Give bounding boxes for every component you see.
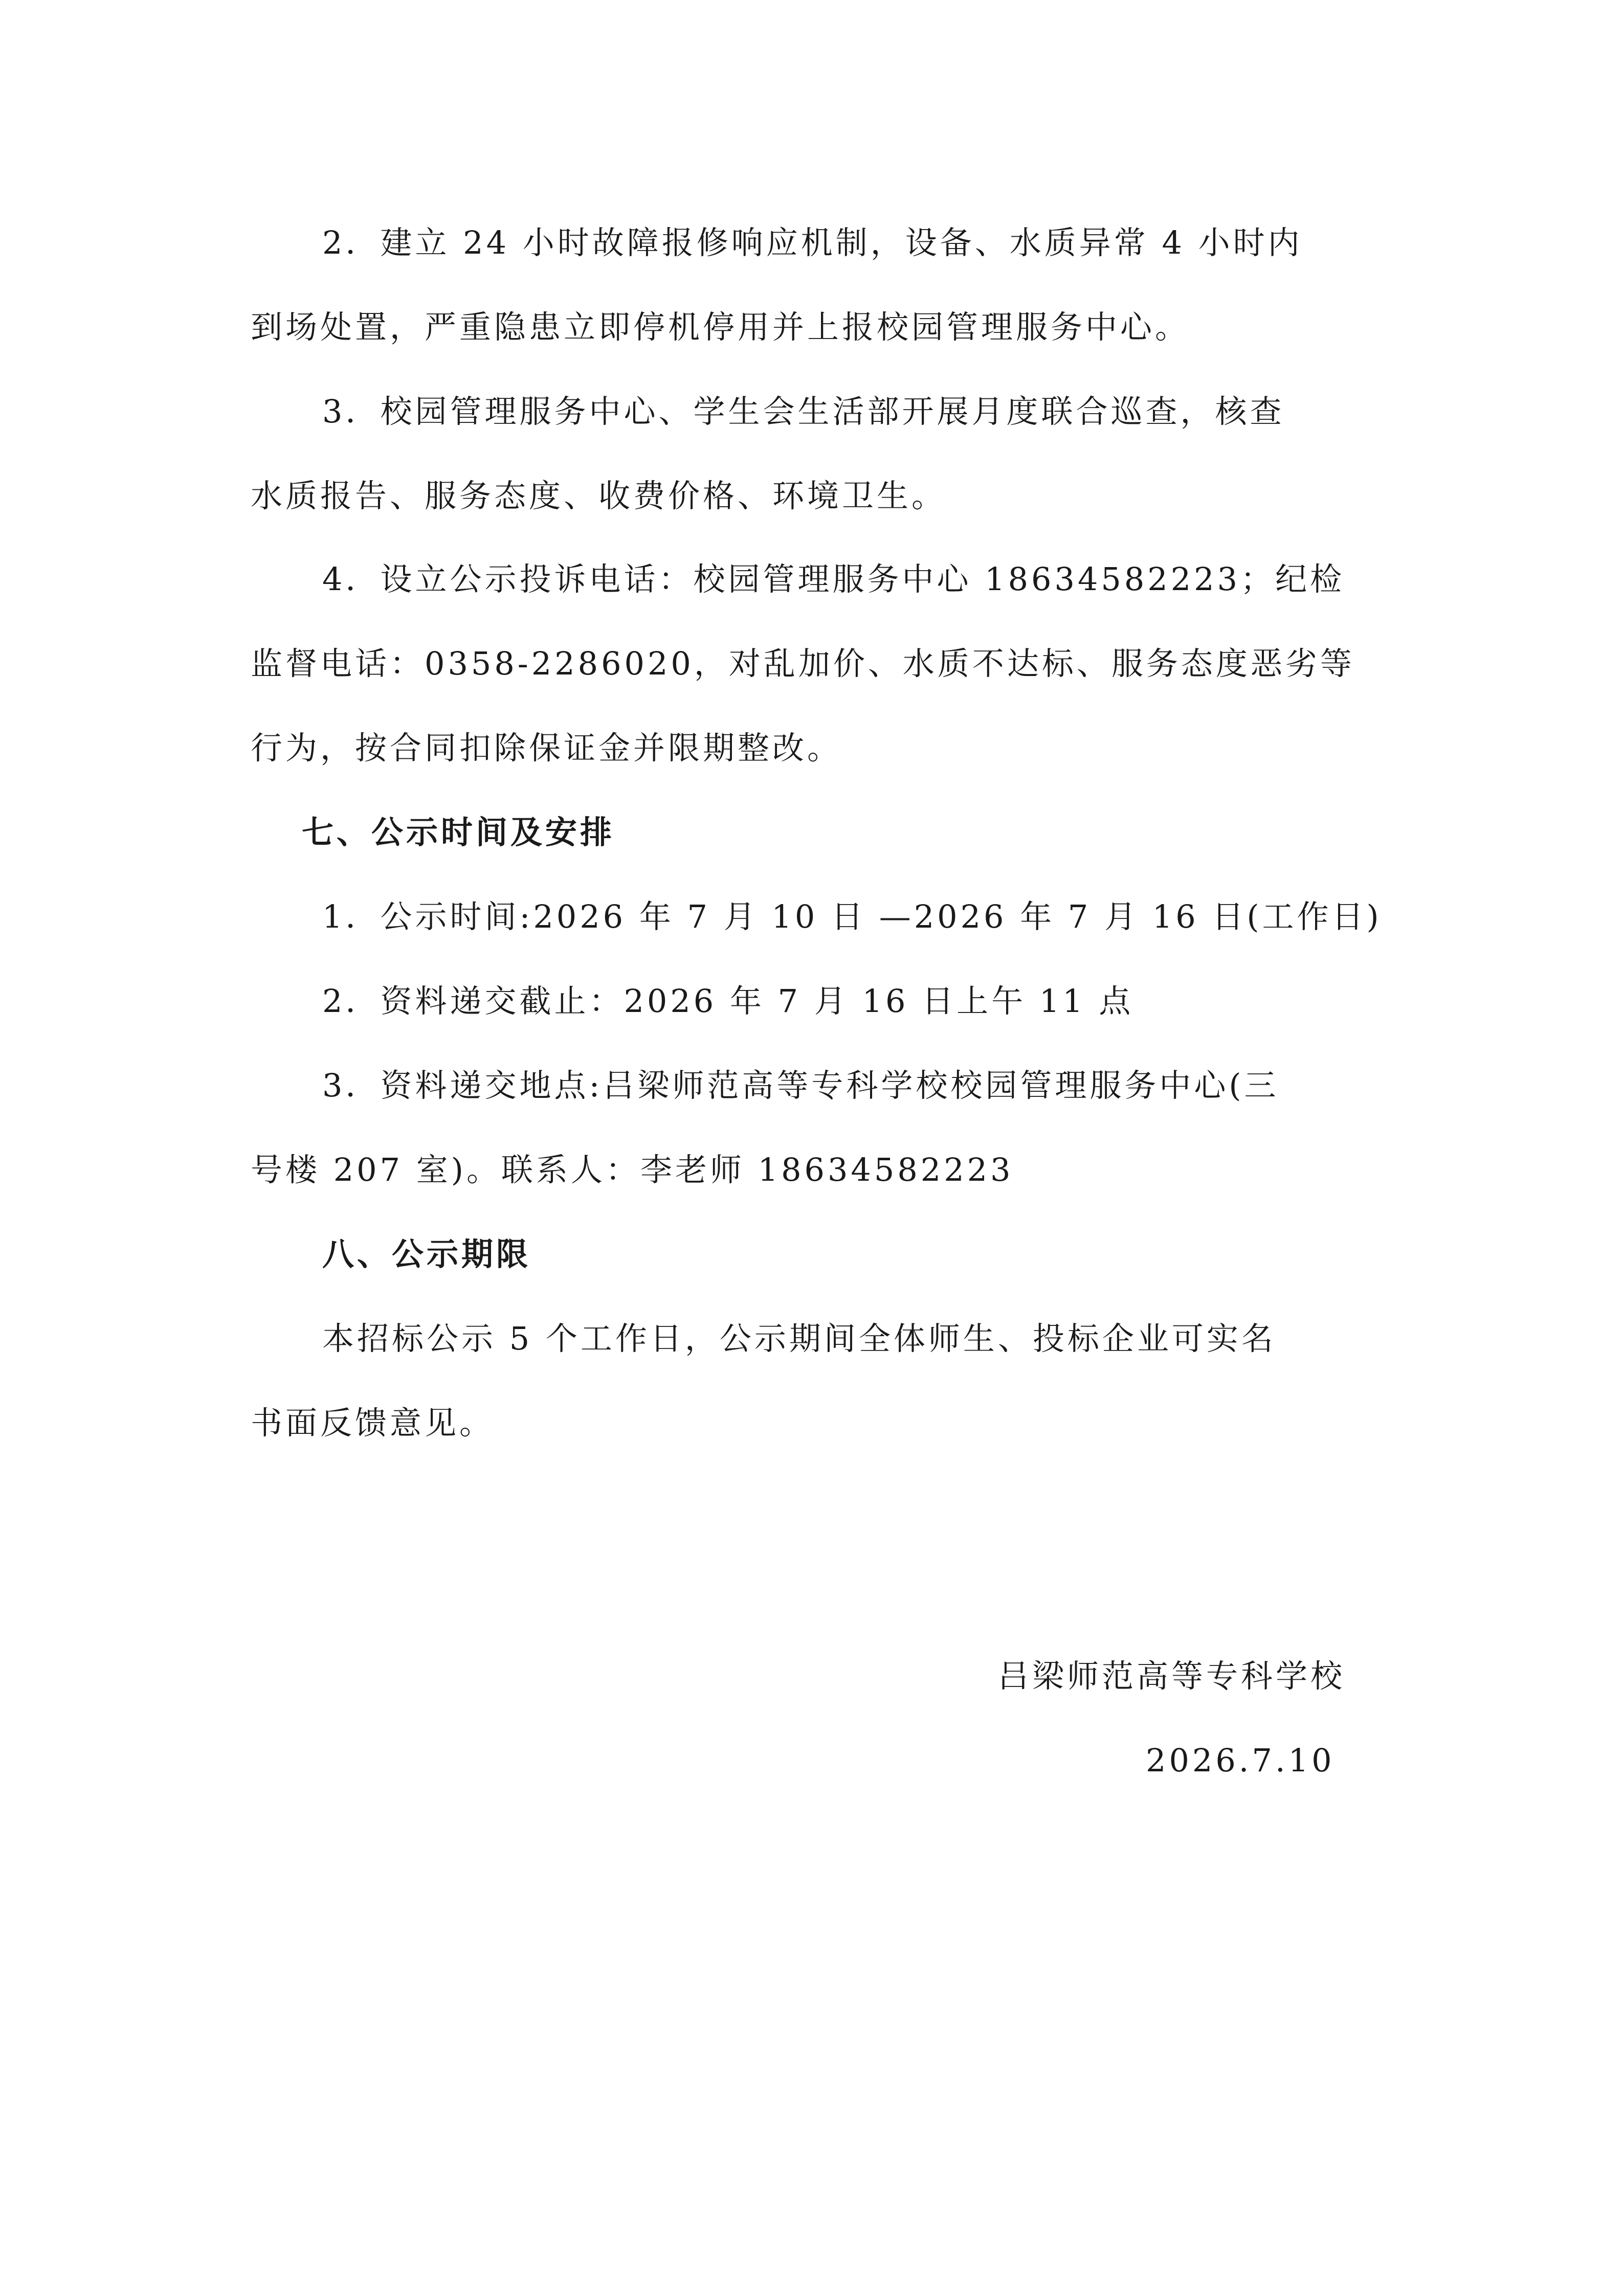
paragraph-line: 3．校园管理服务中心、学生会生活部开展月度联合巡查，核查 xyxy=(322,393,1285,430)
paragraph-line: 水质报告、服务态度、收费价格、环境卫生。 xyxy=(251,477,947,514)
paragraph-line: 2．资料递交截止：2026 年 7 月 16 日上午 11 点 xyxy=(322,982,1134,1020)
signature-date: 2026.7.10 xyxy=(1146,1742,1335,1779)
paragraph-line: 监督电话：0358-2286020，对乱加价、水质不达标、服务态度恶劣等 xyxy=(251,645,1355,682)
paragraph-line: 3．资料递交地点:吕梁师范高等专科学校校园管理服务中心(三 xyxy=(322,1067,1279,1104)
paragraph-line: 到场处置，严重隐患立即停机停用并上报校园管理服务中心。 xyxy=(251,308,1190,346)
paragraph-line: 行为，按合同扣除保证金并限期整改。 xyxy=(251,729,842,767)
paragraph-line: 1．公示时间:2026 年 7 月 10 日 —2026 年 7 月 16 日(工作日) xyxy=(322,898,1382,935)
paragraph-line: 4．设立公示投诉电话：校园管理服务中心 18634582223；纪检 xyxy=(322,560,1345,598)
paragraph-line: 书面反馈意见。 xyxy=(251,1404,495,1442)
section-heading: 七、公示时间及安排 xyxy=(302,814,615,851)
signature-organization: 吕梁师范高等专科学校 xyxy=(997,1657,1346,1695)
paragraph-line: 2．建立 24 小时故障报修响应机制，设备、水质异常 4 小时内 xyxy=(322,224,1303,261)
section-heading: 八、公示期限 xyxy=(322,1235,531,1273)
paragraph-line: 号楼 207 室)。联系人：李老师 18634582223 xyxy=(251,1151,1014,1188)
paragraph-line: 本招标公示 5 个工作日，公示期间全体师生、投标企业可实名 xyxy=(322,1320,1276,1357)
